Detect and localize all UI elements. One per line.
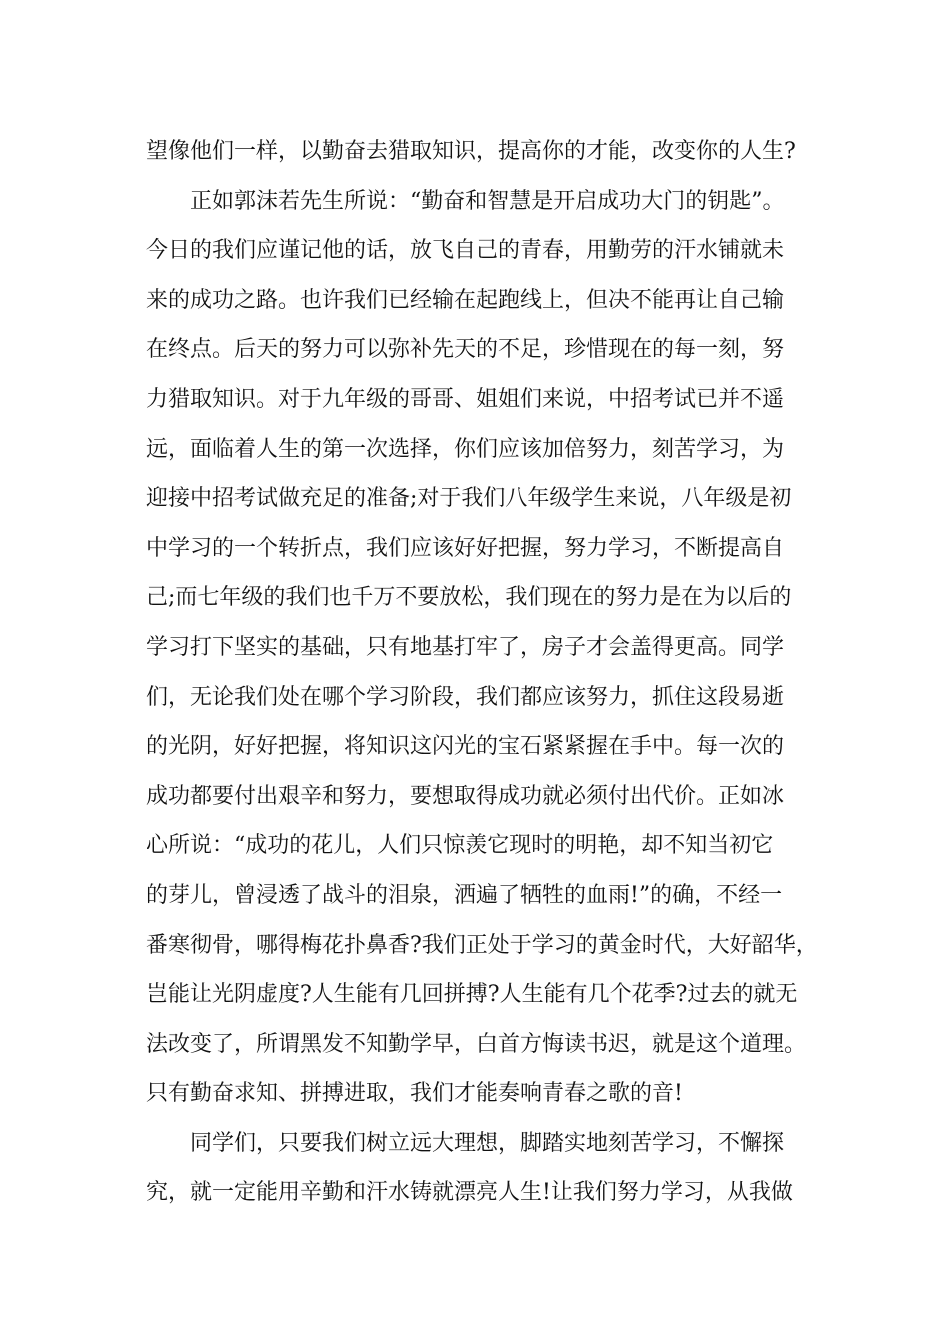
body-text <box>146 127 826 1218</box>
text-line: 学习打下坚实的基础，只有地基打牢了，房子才会盖得更高。同学 <box>146 634 785 660</box>
text-line: 心所说：“成功的花儿，人们只惊羡它现时的明艳，却不知当初它 <box>146 833 774 859</box>
text-line: 望像他们一样，以勤奋去猎取知识，提高你的才能，改变你的人生? <box>146 139 796 164</box>
text-line: 的芽儿，曾浸透了战斗的泪泉，洒遍了牺牲的血雨!”的确，不经一 <box>146 882 783 908</box>
text-line: 们，无论我们处在哪个学习阶段，我们都应该努力，抓住这段易逝 <box>146 684 785 710</box>
text-line: 番寒彻骨，哪得梅花扑鼻香?我们正处于学习的黄金时代，大好韶华， <box>146 932 818 958</box>
text-line: 的光阴，好好把握，将知识这闪光的宝石紧紧握在手中。每一次的 <box>146 734 785 760</box>
text-line: 中学习的一个转折点，我们应该好好把握，努力学习，不断提高自 <box>146 535 785 561</box>
text-line: 来的成功之路。也许我们已经输在起跑线上，但决不能再让自己输 <box>146 287 785 313</box>
text-line: 同学们，只要我们树立远大理想，脚踏实地刻苦学习，不懈探 <box>190 1130 785 1156</box>
text-line: 今日的我们应谨记他的话，放飞自己的青春，用勤劳的汗水铺就未 <box>146 238 785 264</box>
text-line: 力猎取知识。对于九年级的哥哥、姐姐们来说，中招考试已并不遥 <box>146 386 785 412</box>
text-line: 迎接中招考试做充足的准备;对于我们八年级学生来说，八年级是初 <box>146 486 792 512</box>
text-line: 正如郭沫若先生所说：“勤奋和智慧是开启成功大门的钥匙”。 <box>190 188 785 214</box>
text-line: 己;而七年级的我们也千万不要放松，我们现在的努力是在为以后的 <box>146 585 792 611</box>
text-line: 法改变了，所谓黑发不知勤学早，白首方悔读书迟，就是这个道理。 <box>146 1031 807 1057</box>
text-line: 成功都要付出艰辛和努力，要想取得成功就必须付出代价。正如冰 <box>146 783 785 809</box>
text-line: 远，面临着人生的第一次选择，你们应该加倍努力，刻苦学习，为 <box>146 436 785 462</box>
text-line: 在终点。后天的努力可以弥补先天的不足，珍惜现在的每一刻，努 <box>146 337 785 363</box>
text-line: 岂能让光阴虚度?人生能有几回拼搏?人生能有几个花季?过去的就无 <box>146 982 798 1008</box>
text-line: 只有勤奋求知、拼搏进取，我们才能奏响青春之歌的音! <box>146 1081 683 1107</box>
text-line: 究，就一定能用辛勤和汗水铸就漂亮人生!让我们努力学习，从我做 <box>146 1180 793 1206</box>
